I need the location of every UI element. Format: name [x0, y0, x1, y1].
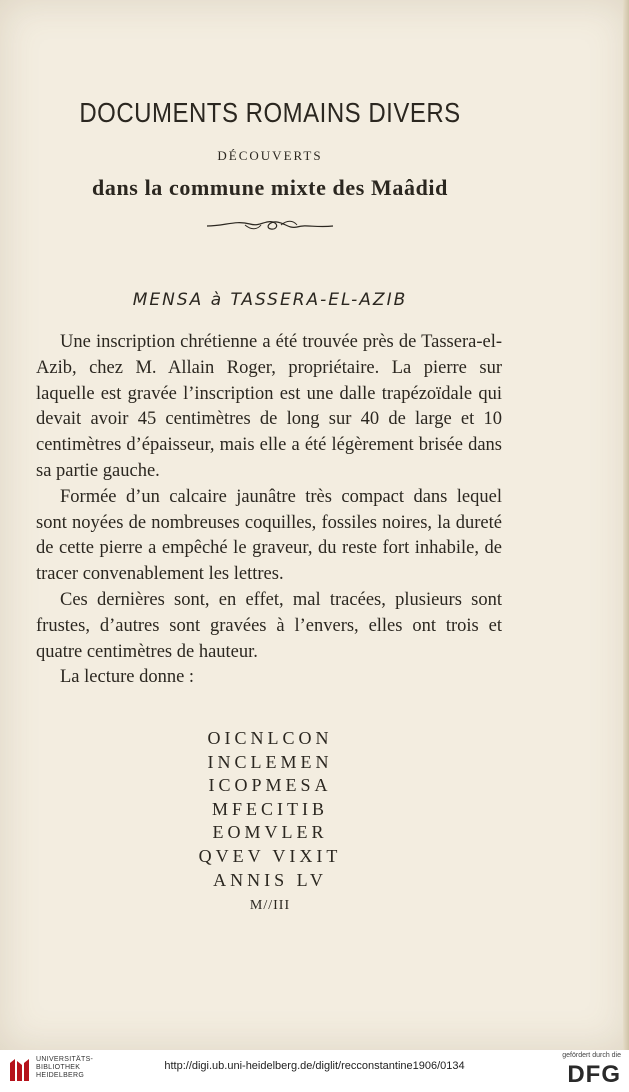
paragraph: La lecture donne :: [60, 667, 195, 688]
page-edge: [623, 0, 629, 1050]
source-url-link[interactable]: http://digi.ub.uni-heidelberg.de/diglit/recconstantine1906/0134: [164, 1060, 465, 1072]
section-heading: MENSA à TASSERA-EL-AZIB: [132, 290, 408, 310]
paragraph: Ces dernières sont, en effet, mal tracées, plusieurs sont frustes, d’autres sont gravées à l’envers, elles ont trois et quatre centimètres de hauteur.: [36, 589, 502, 662]
article-body: [36, 330, 502, 691]
paragraph: Formée d’un calcaire jaunâtre très compact dans lequel sont noyées de nombreuses coquilles, fossiles noires, la dureté de cette pierre a empêché le graveur, du reste fort inhabile, de tracer convenablement les lettres.: [36, 486, 502, 585]
library-name-line: UNIVERSITÄTS-: [36, 1056, 94, 1063]
decorative-ornament-icon: [205, 216, 335, 236]
library-name-line: BIBLIOTHEK: [36, 1064, 81, 1071]
inscription-line: M//III: [249, 898, 291, 914]
inscription-line: ICOPMESA: [208, 775, 332, 796]
page-title: DOCUMENTS ROMAINS DIVERS: [79, 97, 461, 129]
inscription-line: ANNIS LV: [213, 869, 327, 890]
dfg-logo: DFG: [567, 1061, 621, 1088]
page-subtitle: DÉCOUVERTS: [217, 148, 323, 163]
inscription-line: EOMVLER: [212, 822, 328, 843]
location-heading: dans la commune mixte des Maâdid: [92, 175, 448, 200]
inscription-line: INCLEMEN: [207, 751, 333, 772]
paragraph: Une inscription chrétienne a été trouvée près de Tassera-el-Azib, chez M. Allain Roger, propriétaire. La pierre sur laquelle est gravée l’inscription est une dalle trapézoïdale qui devait avoir 45 centimètres de long sur 40 de large et 10 centimètres d’épaisseur, mais elle a été légèrement brisée dans sa partie gauche.: [36, 332, 502, 481]
library-name-line: HEIDELBERG: [36, 1072, 85, 1079]
inscription-transcription: [0, 727, 540, 918]
inscription-line: MFECITIB: [211, 798, 328, 819]
inscription-line: OICNLCON: [207, 728, 333, 748]
inscription-line: QVEV VIXIT: [198, 845, 342, 866]
funded-by-label: gefördert durch die: [562, 1052, 621, 1059]
